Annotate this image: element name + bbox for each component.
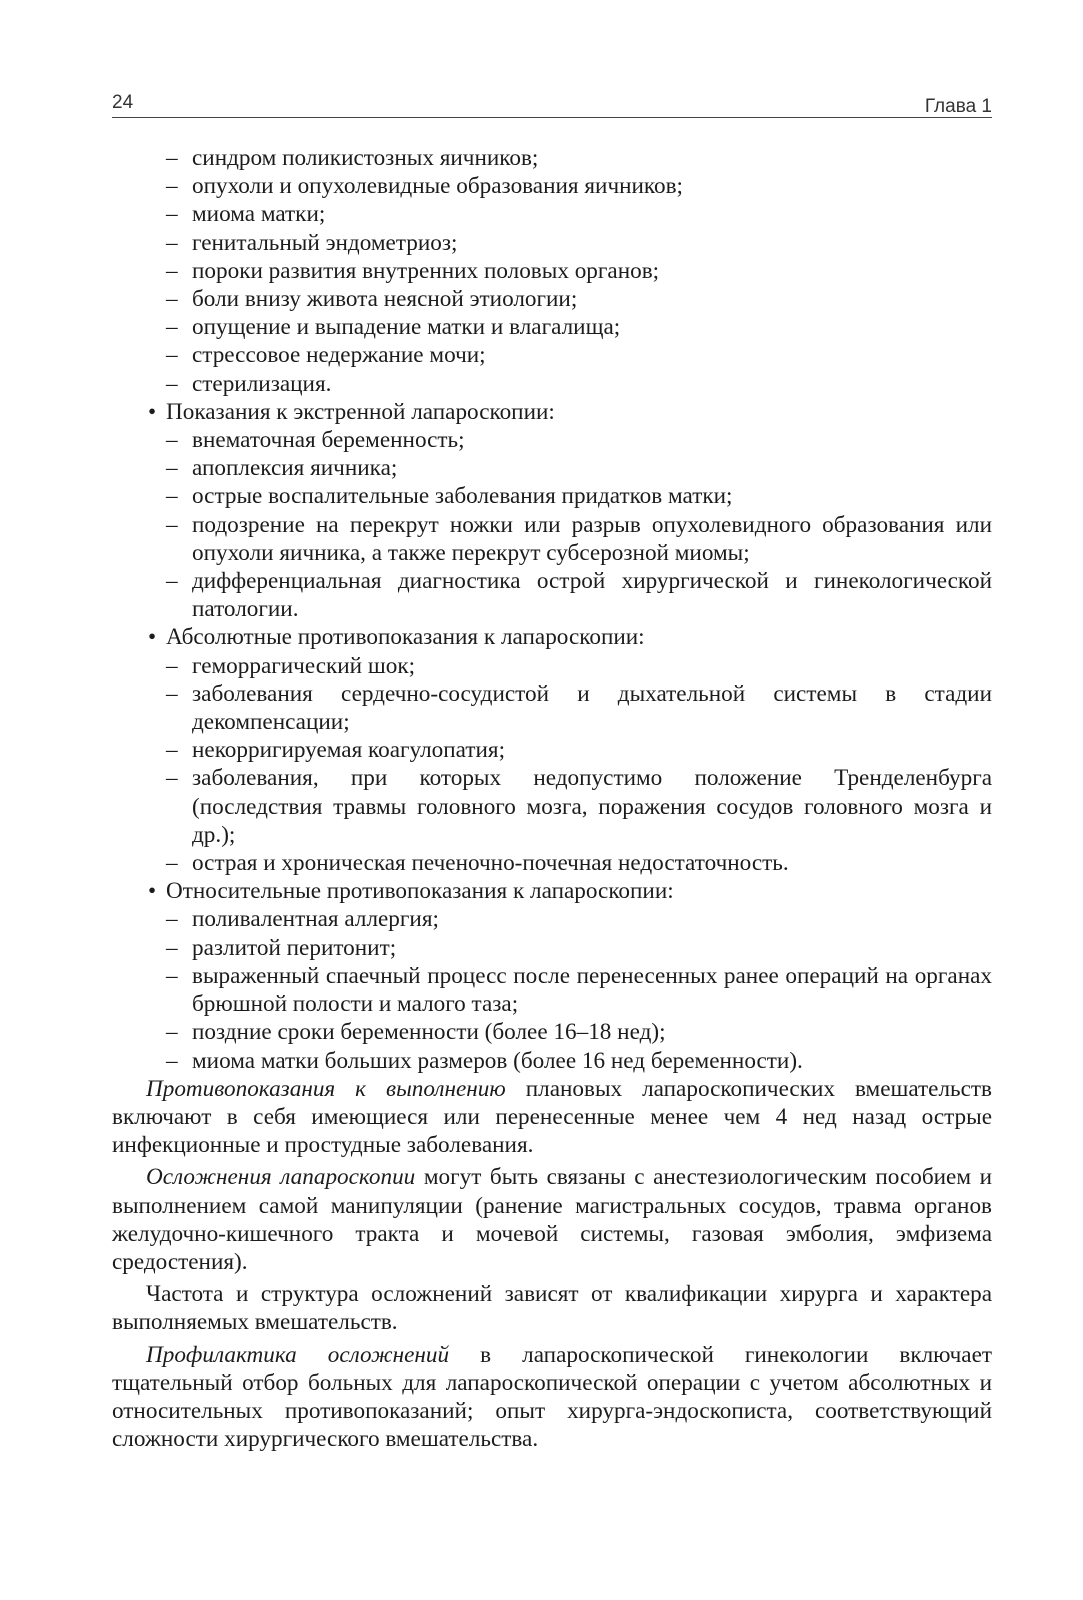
- section-heading: • Относительные противопоказания к лапароскопии:: [112, 877, 992, 905]
- list-item: – разлитой перитонит;: [112, 934, 992, 962]
- section-heading: • Показания к экстренной лапароскопии:: [112, 398, 992, 426]
- list-item: – острые воспалительные заболевания придатков матки;: [112, 482, 992, 510]
- emphasis-term: Осложнения лапароскопии: [146, 1164, 416, 1191]
- list-item: – пороки развития внутренних половых органов;: [112, 257, 992, 285]
- emphasis-term: Противопоказания к выполнению: [146, 1075, 506, 1102]
- list-item: – поливалентная аллергия;: [112, 905, 992, 933]
- paragraph-text: в лапароскопической гинекологии включает тщательный отбор больных для лапароскопической операции с учетом абсолютных и относительных противопоказаний; опыт хирурга-эндоскописта, соответствующий сложности хирургического вмешательства.: [112, 1341, 992, 1453]
- paragraph-complications: [112, 1163, 992, 1276]
- page-number: 24: [112, 92, 134, 113]
- paragraph-contraindications: [112, 1075, 992, 1160]
- emergency-indications: [112, 398, 992, 624]
- list-item: – выраженный спаечный процесс после перенесенных ранее операций на органах брюшной полости и малого таза;: [112, 962, 992, 1018]
- list-item: – внематочная беременность;: [112, 426, 992, 454]
- list-item: – опущение и выпадение матки и влагалища;: [112, 313, 992, 341]
- relative-contraindications: [112, 877, 992, 1074]
- list-item: – дифференциальная диагностика острой хирургической и гинекологической патологии.: [112, 567, 992, 623]
- list-item: – миома матки;: [112, 200, 992, 228]
- list-item: – миома матки больших размеров (более 16 нед беременности).: [112, 1047, 992, 1075]
- list-item: – заболевания, при которых недопустимо положение Тренделенбурга (последствия травмы головного мозга, поражения сосудов головного мозга и др.);: [112, 764, 992, 849]
- paragraph-text: плановых лапароскопических вмешательств включают в себя имеющиеся или перенесенные менее чем 4 нед назад острые инфекционные и простудные заболевания.: [112, 1075, 992, 1159]
- list-item: – боли внизу живота неясной этиологии;: [112, 285, 992, 313]
- list-item: – некорригируемая коагулопатия;: [112, 736, 992, 764]
- list-item: – стрессовое недержание мочи;: [112, 341, 992, 369]
- paragraph-frequency: [112, 1280, 992, 1336]
- list-item: – генитальный эндометриоз;: [112, 229, 992, 257]
- page-body: [112, 144, 992, 1453]
- page-header: [112, 86, 992, 118]
- list-item: – подозрение на перекрут ножки или разрыв опухолевидного образования или опухоли яичника, а также перекрут субсерозной миомы;: [112, 511, 992, 567]
- list-item: – геморрагический шок;: [112, 652, 992, 680]
- chapter-title: Глава 1: [924, 96, 992, 117]
- list-item: – апоплексия яичника;: [112, 454, 992, 482]
- list-item: – острая и хроническая печеночно-почечная недостаточность.: [112, 849, 992, 877]
- list-item: – стерилизация.: [112, 370, 992, 398]
- paragraph-text: могут быть связаны с анестезиологическим пособием и выполнением самой манипуляции (ранение магистральных сосудов, травма органов желудочно-кишечного тракта и мочевой системы, газовая эмболия, эмфизема средостения).: [112, 1164, 992, 1275]
- emphasis-term: Профилактика осложнений: [146, 1341, 450, 1368]
- list-item: – поздние сроки беременности (более 16–18 нед);: [112, 1018, 992, 1046]
- paragraph-text: Частота и структура осложнений зависят от квалификации хирурга и характера выполняемых вмешательств.: [112, 1281, 992, 1336]
- list-item: – синдром поликистозных яичников;: [112, 144, 992, 172]
- list-item: – заболевания сердечно-сосудистой и дыхательной системы в стадии декомпенсации;: [112, 680, 992, 736]
- header-rule: [112, 117, 992, 118]
- list-item: – опухоли и опухолевидные образования яичников;: [112, 172, 992, 200]
- section-heading: • Абсолютные противопоказания к лапароскопии:: [112, 623, 992, 651]
- absolute-contraindications: [112, 623, 992, 877]
- paragraph-prevention: [112, 1341, 992, 1454]
- planned-indications-tail: [112, 144, 992, 398]
